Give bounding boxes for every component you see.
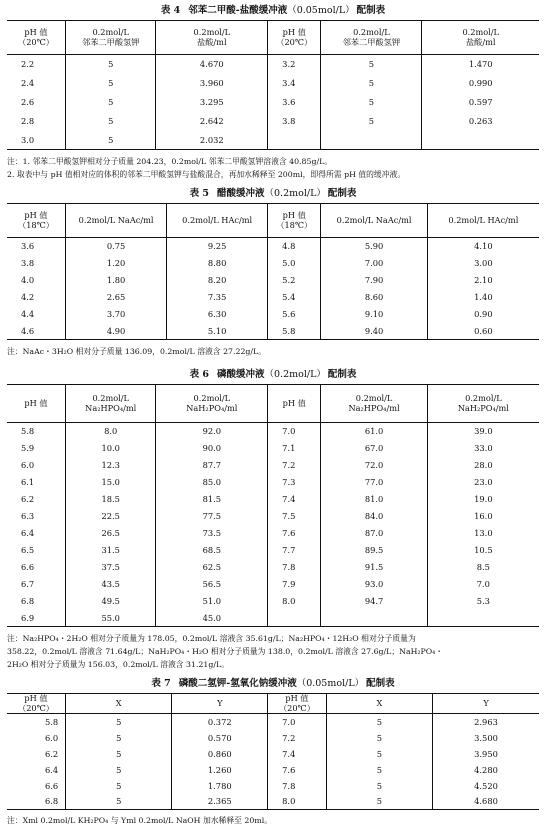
table-cell: 5.8 xyxy=(268,323,321,340)
table-row xyxy=(7,55,539,74)
table-title: 磷酸二氢钾-氢氧化钠缓冲液 xyxy=(178,678,297,689)
table-cell: 6.6 xyxy=(45,780,59,791)
table-cell: 8.80 xyxy=(167,255,268,272)
table-cell xyxy=(268,610,321,627)
table-cell: 2.2 xyxy=(21,59,35,70)
table-cell: 56.5 xyxy=(156,576,268,593)
table-cell: 73.5 xyxy=(156,525,268,542)
table-cell xyxy=(422,131,539,150)
table-cell: 84.0 xyxy=(321,508,427,525)
table-cell: 13.0 xyxy=(427,525,539,542)
table-note: 注：Na₂HPO₄・2H₂O 相对分子质量为 178.05，0.2mol/L 溶液含 35.61g/L；Na₂HPO₄・12H₂O 相对分子质量为 xyxy=(7,634,416,643)
table-cell: 55.0 xyxy=(66,610,156,627)
table-cell: 5 xyxy=(66,55,156,74)
table-row xyxy=(7,440,539,457)
table-cell: 5 xyxy=(321,93,422,112)
table-cell: 1.40 xyxy=(427,289,539,306)
table-cell: 1.20 xyxy=(66,255,167,272)
table-row xyxy=(7,730,539,746)
table-row xyxy=(7,610,539,627)
table-cell: 6.7 xyxy=(21,579,35,589)
table-cell: 8.60 xyxy=(321,289,427,306)
table-cell: 4.6 xyxy=(21,325,35,336)
table-row xyxy=(7,93,539,112)
table-cell: 4.8 xyxy=(268,238,321,255)
table-cell: 0.372 xyxy=(172,714,268,730)
column-header: pH 值 （18℃） xyxy=(18,210,54,230)
table-cell: 23.0 xyxy=(427,474,539,491)
table-cell: 7.2 xyxy=(268,457,321,474)
table-cell: 19.0 xyxy=(427,491,539,508)
table-cell: 8.0 xyxy=(268,593,321,610)
table-cell: 6.0 xyxy=(21,460,35,470)
table-row xyxy=(7,255,539,272)
header-row xyxy=(7,204,539,238)
header-row xyxy=(7,694,539,714)
table-cell: 43.5 xyxy=(66,576,156,593)
buffer-table xyxy=(7,203,539,340)
header-row xyxy=(7,21,539,55)
column-header: pH 值 （18℃） xyxy=(268,204,321,238)
table-cell: 5.4 xyxy=(268,289,321,306)
table-cell: 5 xyxy=(321,55,422,74)
table-cell: 5.10 xyxy=(167,323,268,340)
table-cell: 94.7 xyxy=(321,593,427,610)
table-cell: 5 xyxy=(66,93,156,112)
table-cell: 4.670 xyxy=(156,55,268,74)
table-cell: 2.963 xyxy=(433,714,539,730)
table-cell: 92.0 xyxy=(156,423,268,440)
buffer-table xyxy=(7,20,539,150)
table-caption xyxy=(7,675,539,693)
table-cell: 7.0 xyxy=(268,423,321,440)
column-header: 0.2mol/L HAc/ml xyxy=(167,204,268,238)
table-cell: 2.365 xyxy=(172,794,268,810)
table-cell: 6.5 xyxy=(21,545,35,555)
table-cell: 18.5 xyxy=(66,491,156,508)
table-section xyxy=(7,2,539,181)
table-cell: 7.8 xyxy=(268,559,321,576)
table-cell: 6.0 xyxy=(45,732,59,743)
table-cell: 2.10 xyxy=(427,272,539,289)
table-cell: 91.5 xyxy=(321,559,427,576)
table-cell: 3.70 xyxy=(66,306,167,323)
column-header: 0.2mol/L 邻苯二甲酸氢钾 xyxy=(66,21,156,55)
table-cell: 5 xyxy=(66,778,172,794)
table-caption xyxy=(7,366,539,384)
table-row xyxy=(7,714,539,730)
table-cell: 5.0 xyxy=(268,255,321,272)
column-header: pH 值（20℃） xyxy=(268,694,327,714)
table-row xyxy=(7,778,539,794)
table-cell: 2.6 xyxy=(21,97,35,107)
table-cell: 8.5 xyxy=(427,559,539,576)
table-row xyxy=(7,794,539,810)
table-cell: 3.2 xyxy=(268,55,321,74)
table-cell: 6.2 xyxy=(45,748,59,759)
table-cell: 51.0 xyxy=(156,593,268,610)
table-cell: 8.0 xyxy=(268,794,327,810)
table-cell: 3.4 xyxy=(268,74,321,93)
table-cell: 7.3 xyxy=(268,474,321,491)
table-cell: 81.0 xyxy=(321,491,427,508)
table-cell: 89.5 xyxy=(321,542,427,559)
table-caption-suffix: 配制表 xyxy=(356,5,386,16)
column-header: 0.2mol/L Na₂HPO₄/ml xyxy=(66,385,156,423)
table-row xyxy=(7,593,539,610)
table-cell: 2.65 xyxy=(66,289,167,306)
column-header: pH 值 （20℃） xyxy=(18,27,54,47)
table-row xyxy=(7,559,539,576)
table-cell: 3.6 xyxy=(21,241,35,252)
table-cell: 10.5 xyxy=(427,542,539,559)
table-concentration: （0.05mol/L） xyxy=(287,5,355,16)
table-cell: 6.4 xyxy=(21,528,35,538)
table-cell: 7.0 xyxy=(268,714,327,730)
table-cell: 2.642 xyxy=(156,112,268,131)
table-row xyxy=(7,306,539,323)
table-cell: 4.4 xyxy=(21,309,35,319)
column-header: Y xyxy=(433,694,539,714)
column-header: Y xyxy=(172,694,268,714)
column-header: 0.2mol/L NaAc/ml xyxy=(66,204,167,238)
table-cell: 2.4 xyxy=(21,78,35,88)
table-note: 358.22，0.2mol/L 溶液含 71.64g/L；NaH₂PO₄・H₂O 相对分子质量为 138.0，0.2mol/L 溶液含 27.6g/L；NaH₂PO₄・ xyxy=(7,647,444,656)
table-cell: 7.2 xyxy=(268,730,327,746)
table-cell: 5 xyxy=(326,794,432,810)
table-number: 表 5 xyxy=(189,188,209,199)
table-row xyxy=(7,131,539,150)
table-cell: 3.00 xyxy=(427,255,539,272)
table-cell: 6.30 xyxy=(167,306,268,323)
table-cell: 0.60 xyxy=(427,323,539,340)
table-caption xyxy=(7,2,539,20)
table-cell: 81.5 xyxy=(156,491,268,508)
table-cell: 8.0 xyxy=(66,423,156,440)
table-number: 表 6 xyxy=(189,369,209,380)
table-cell: 5.8 xyxy=(45,716,59,727)
table-cell: 7.6 xyxy=(268,525,321,542)
table-cell: 3.960 xyxy=(156,74,268,93)
table-cell: 6.9 xyxy=(21,612,35,623)
table-cell: 7.90 xyxy=(321,272,427,289)
table-section xyxy=(7,185,539,358)
table-row xyxy=(7,423,539,440)
table-cell: 5.90 xyxy=(321,238,427,255)
column-header: 0.2mol/L 盐酸/ml xyxy=(422,21,539,55)
column-header: pH 值 （20℃） xyxy=(268,21,321,55)
table-row xyxy=(7,576,539,593)
table-cell: 12.3 xyxy=(66,457,156,474)
table-cell: 6.3 xyxy=(21,511,35,521)
table-cell: 4.10 xyxy=(427,238,539,255)
table-cell: 5 xyxy=(326,730,432,746)
table-cell: 5.9 xyxy=(21,443,35,453)
table-row xyxy=(7,74,539,93)
table-cell: 0.75 xyxy=(66,238,167,255)
table-cell: 3.6 xyxy=(268,93,321,112)
table-cell: 4.90 xyxy=(66,323,167,340)
column-header: 0.2mol/L 邻苯二甲酸氢钾 xyxy=(321,21,422,55)
table-cell: 6.8 xyxy=(45,796,59,807)
table-cell: 0.90 xyxy=(427,306,539,323)
column-header: 0.2mol/L NaH₂PO₄/ml xyxy=(427,385,539,423)
table-row xyxy=(7,289,539,306)
table-cell: 49.5 xyxy=(66,593,156,610)
table-cell: 7.4 xyxy=(268,491,321,508)
table-cell: 7.5 xyxy=(268,508,321,525)
table-section xyxy=(7,366,539,671)
table-cell xyxy=(321,610,427,627)
table-cell: 15.0 xyxy=(66,474,156,491)
table-cell: 5 xyxy=(66,730,172,746)
table-cell: 7.35 xyxy=(167,289,268,306)
column-header: pH 值（20℃） xyxy=(18,693,54,713)
table-concentration: （0.2mol/L） xyxy=(264,369,326,380)
table-cell: 5 xyxy=(66,112,156,131)
table-cell: 5.2 xyxy=(268,272,321,289)
table-cell: 37.5 xyxy=(66,559,156,576)
table-cell: 7.8 xyxy=(268,778,327,794)
table-cell: 7.1 xyxy=(268,440,321,457)
table-cell: 5 xyxy=(66,794,172,810)
table-cell: 77.0 xyxy=(321,474,427,491)
table-cell: 5 xyxy=(326,746,432,762)
table-cell: 16.0 xyxy=(427,508,539,525)
table-cell: 26.5 xyxy=(66,525,156,542)
buffer-table xyxy=(7,693,539,810)
table-cell: 93.0 xyxy=(321,576,427,593)
table-cell: 1.260 xyxy=(172,762,268,778)
table-caption-suffix: 配制表 xyxy=(327,188,357,199)
table-cell: 8.20 xyxy=(167,272,268,289)
table-row xyxy=(7,746,539,762)
table-note: 2H₂O 相对分子质量为 156.03，0.2mol/L 溶液含 31.21g/L。 xyxy=(7,660,229,669)
table-cell: 5 xyxy=(66,714,172,730)
table-title: 邻苯二甲酸-盐酸缓冲液 xyxy=(188,5,288,16)
header-row xyxy=(7,385,539,423)
table-cell: 4.520 xyxy=(433,778,539,794)
table-cell: 31.5 xyxy=(66,542,156,559)
table-row xyxy=(7,508,539,525)
table-cell: 9.25 xyxy=(167,238,268,255)
table-cell: 3.295 xyxy=(156,93,268,112)
table-cell: 77.5 xyxy=(156,508,268,525)
table-concentration: （0.05mol/L） xyxy=(296,678,365,689)
table-cell: 5 xyxy=(326,762,432,778)
table-cell: 45.0 xyxy=(156,610,268,627)
table-row xyxy=(7,112,539,131)
table-cell: 5.6 xyxy=(268,306,321,323)
table-section xyxy=(7,675,539,827)
table-cell: 3.950 xyxy=(433,746,539,762)
table-row xyxy=(7,272,539,289)
table-cell: 1.80 xyxy=(66,272,167,289)
table-note: 2. 取表中与 pH 值相对应的体积的邻苯二甲酸氢钾与盐酸混合，再加水稀释至 200ml，即得所需 pH 值的缓冲液。 xyxy=(7,170,406,179)
table-caption xyxy=(7,185,539,203)
table-cell: 62.5 xyxy=(156,559,268,576)
table-cell: 7.9 xyxy=(268,576,321,593)
table-cell: 6.8 xyxy=(21,596,35,606)
document-page xyxy=(0,2,546,825)
table-cell: 22.5 xyxy=(66,508,156,525)
table-notes xyxy=(7,632,539,671)
table-cell: 5.3 xyxy=(427,593,539,610)
table-cell: 3.500 xyxy=(433,730,539,746)
table-cell: 6.4 xyxy=(45,764,59,775)
table-row xyxy=(7,474,539,491)
table-cell: 7.0 xyxy=(427,576,539,593)
table-cell: 28.0 xyxy=(427,457,539,474)
table-cell: 7.4 xyxy=(268,746,327,762)
table-cell: 87.7 xyxy=(156,457,268,474)
table-notes xyxy=(7,814,539,827)
table-cell: 5 xyxy=(321,74,422,93)
buffer-table xyxy=(7,384,539,627)
table-cell: 1.780 xyxy=(172,778,268,794)
table-cell: 4.0 xyxy=(21,275,35,285)
column-header: 0.2mol/L Na₂HPO₄/ml xyxy=(321,385,427,423)
column-header: 0.2mol/L HAc/ml xyxy=(427,204,539,238)
table-cell: 3.8 xyxy=(21,258,35,268)
table-cell: 7.6 xyxy=(268,762,327,778)
table-note: 注：Xml 0.2mol/L KH₂PO₄ 与 Yml 0.2mol/L NaOH 加水稀释至 20ml。 xyxy=(7,816,273,825)
table-cell: 2.032 xyxy=(156,131,268,150)
table-cell xyxy=(427,610,539,627)
table-cell: 7.7 xyxy=(268,542,321,559)
table-cell: 4.680 xyxy=(433,794,539,810)
table-row xyxy=(7,323,539,340)
table-cell: 33.0 xyxy=(427,440,539,457)
table-title: 磷酸缓冲液 xyxy=(217,369,265,380)
table-row xyxy=(7,238,539,255)
table-number: 表 4 xyxy=(160,5,181,16)
table-cell: 0.860 xyxy=(172,746,268,762)
table-cell: 1.470 xyxy=(422,55,539,74)
table-cell: 2.8 xyxy=(21,116,35,126)
table-cell: 6.6 xyxy=(21,562,35,572)
table-cell: 5 xyxy=(326,714,432,730)
table-caption-suffix: 配制表 xyxy=(366,678,395,689)
column-header: X xyxy=(66,694,172,714)
table-caption-suffix: 配制表 xyxy=(327,369,357,380)
table-cell: 5.8 xyxy=(21,426,35,437)
table-cell: 5 xyxy=(66,762,172,778)
table-number: 表 7 xyxy=(151,678,171,689)
table-cell: 39.0 xyxy=(427,423,539,440)
table-notes xyxy=(7,155,539,181)
table-cell: 5 xyxy=(66,131,156,150)
table-note: 注：NaAc・3H₂O 相对分子质量 136.09，0.2mol/L 溶液含 27.22g/L。 xyxy=(7,347,266,356)
table-row xyxy=(7,762,539,778)
table-cell: 6.1 xyxy=(21,477,35,487)
table-note: 注：1. 邻苯二甲酸氢钾相对分子质量 204.23，0.2mol/L 邻苯二甲酸氢钾溶液含 40.85g/L。 xyxy=(7,157,333,166)
table-row xyxy=(7,457,539,474)
column-header: pH 值 xyxy=(268,385,321,423)
table-cell: 87.0 xyxy=(321,525,427,542)
table-cell: 9.40 xyxy=(321,323,427,340)
table-cell: 10.0 xyxy=(66,440,156,457)
table-notes xyxy=(7,345,539,358)
table-cell: 61.0 xyxy=(321,423,427,440)
column-header: 0.2mol/L NaAc/ml xyxy=(321,204,427,238)
table-concentration: （0.2mol/L） xyxy=(264,188,326,199)
table-cell: 4.2 xyxy=(21,292,35,302)
table-cell: 85.0 xyxy=(156,474,268,491)
table-cell: 4.280 xyxy=(433,762,539,778)
table-cell: 5 xyxy=(321,112,422,131)
column-header: X xyxy=(326,694,432,714)
table-cell: 90.0 xyxy=(156,440,268,457)
table-cell: 3.0 xyxy=(21,134,35,145)
column-header: 0.2mol/L 盐酸/ml xyxy=(156,21,268,55)
table-cell: 6.2 xyxy=(21,494,35,504)
table-title: 醋酸缓冲液 xyxy=(217,188,265,199)
table-row xyxy=(7,525,539,542)
table-cell: 67.0 xyxy=(321,440,427,457)
table-cell: 5 xyxy=(66,74,156,93)
table-cell: 3.8 xyxy=(268,112,321,131)
table-row xyxy=(7,542,539,559)
column-header: 0.2mol/L NaH₂PO₄/ml xyxy=(156,385,268,423)
table-cell: 0.990 xyxy=(422,74,539,93)
table-cell: 0.570 xyxy=(172,730,268,746)
table-cell xyxy=(268,131,321,150)
column-header: pH 值 xyxy=(24,397,48,408)
table-cell: 7.00 xyxy=(321,255,427,272)
table-row xyxy=(7,491,539,508)
table-cell xyxy=(321,131,422,150)
table-cell: 0.263 xyxy=(422,112,539,131)
table-cell: 5 xyxy=(326,778,432,794)
table-cell: 9.10 xyxy=(321,306,427,323)
table-cell: 5 xyxy=(66,746,172,762)
table-cell: 0.597 xyxy=(422,93,539,112)
table-cell: 68.5 xyxy=(156,542,268,559)
table-cell: 72.0 xyxy=(321,457,427,474)
